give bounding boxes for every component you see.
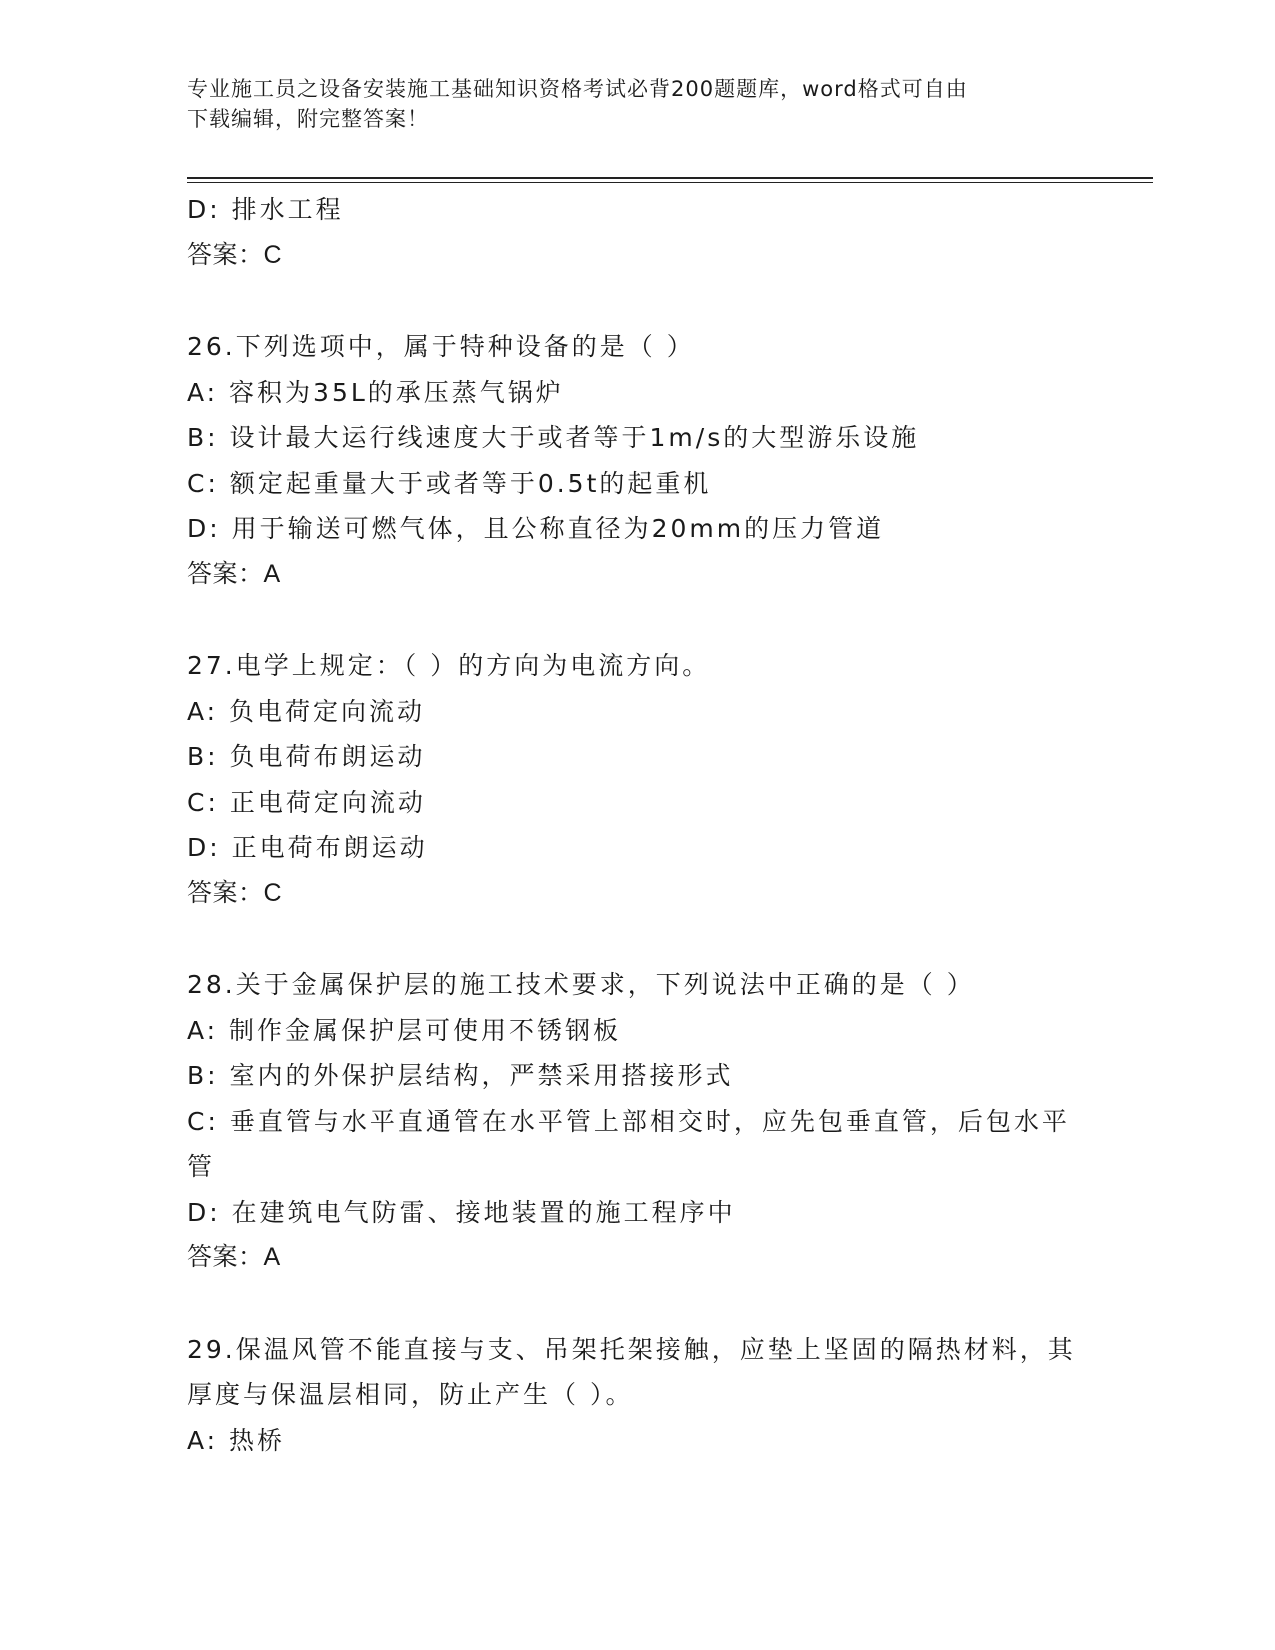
answer-line: 答案：A <box>187 559 281 588</box>
question-29 <box>187 1327 1087 1464</box>
spacer <box>187 1281 1087 1327</box>
carry-over-block <box>187 187 1087 278</box>
header-title-line-2: 下载编辑，附完整答案！ <box>187 107 429 131</box>
option-b: B: 负电荷布朗运动 <box>187 742 426 771</box>
option-c: C: 垂直管与水平直通管在水平管上部相交时，应先包垂直管，后包水平管 <box>187 1106 1070 1181</box>
option-c: C: 正电荷定向流动 <box>187 787 426 817</box>
option-a: A: 容积为35L的承压蒸气锅炉 <box>187 377 564 407</box>
question-body <box>187 187 1087 1463</box>
option-a: A: 负电荷定向流动 <box>187 696 426 726</box>
question-stem: 28.关于金属保护层的施工技术要求，下列说法中正确的是（ ） <box>187 970 975 999</box>
answer-line: 答案：A <box>187 1243 281 1271</box>
spacer <box>187 278 1087 324</box>
question-26 <box>187 324 1087 597</box>
header-rule-thin <box>187 182 1153 183</box>
header-rule-thick <box>187 177 1153 179</box>
option-c: C: 额定起重量大于或者等于0.5t的起重机 <box>187 468 712 498</box>
answer-line: 答案：C <box>187 240 283 269</box>
question-stem: 29.保温风管不能直接与支、吊架托架接触，应垫上坚固的隔热材料，其厚度与保温层相同，防止产生（ ）。 <box>187 1334 1076 1409</box>
option-a: A: 制作金属保护层可使用不锈钢板 <box>187 1015 622 1045</box>
question-28 <box>187 962 1087 1281</box>
option-b: B: 室内的外保护层结构，严禁采用搭接形式 <box>187 1061 734 1090</box>
option-a: A: 热桥 <box>187 1425 286 1455</box>
question-stem: 27.电学上规定：（ ）的方向为电流方向。 <box>187 651 711 680</box>
spacer <box>187 916 1087 962</box>
answer-line: 答案：C <box>187 878 283 907</box>
header-title-line-1: 专业施工员之设备安装施工基础知识资格考试必背200题题库，word格式可自由 <box>187 77 968 101</box>
option-d: D: 在建筑电气防雷、接地装置的施工程序中 <box>187 1197 736 1227</box>
option-d: D: 正电荷布朗运动 <box>187 833 428 862</box>
question-stem: 26.下列选项中，属于特种设备的是（ ） <box>187 332 695 361</box>
page-header <box>187 74 1067 134</box>
option-d: D: 用于输送可燃气体，且公称直径为20mm的压力管道 <box>187 514 885 543</box>
option-b: B: 设计最大运行线速度大于或者等于1m/s的大型游乐设施 <box>187 423 920 452</box>
spacer <box>187 597 1087 643</box>
question-27 <box>187 643 1087 916</box>
option-d: D: 排水工程 <box>187 195 344 224</box>
